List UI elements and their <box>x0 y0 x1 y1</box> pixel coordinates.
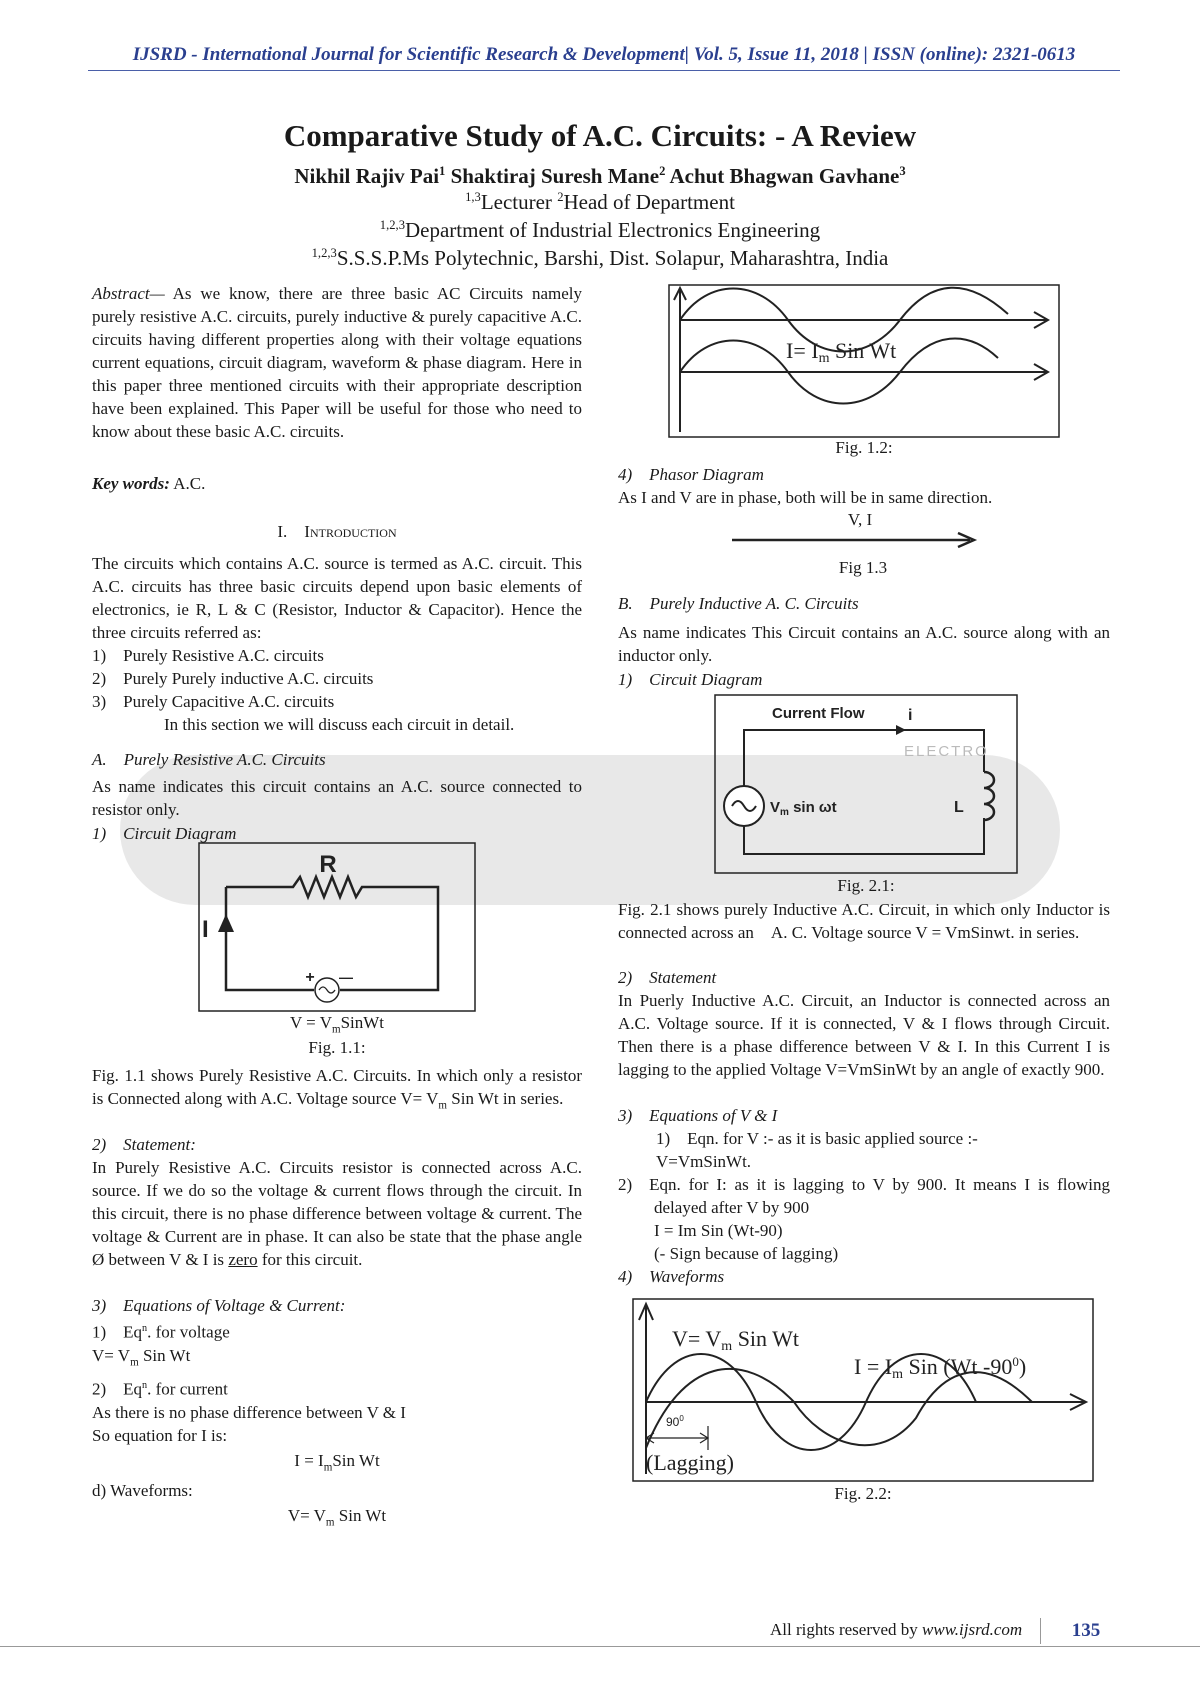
eq2-value: $I = I_mSin$ Wt <box>294 1450 380 1474</box>
fig-2-1-description: Fig. 2.1 shows purely Inductive A.C. Circuit, in which only Inductor is connected across an A. C. Voltage source V = VmSinwt. in series. <box>618 900 1110 942</box>
fig11-eq-b: SinWt <box>340 1013 385 1032</box>
abstract <box>92 282 582 443</box>
fig22-angle-label: $90^0$ <box>666 1414 684 1429</box>
affiliation-3 <box>0 246 1200 271</box>
fig11-desc-sub: m <box>438 1099 448 1112</box>
phasor-text: As I and V are in phase, both will be in same direction. <box>618 488 993 507</box>
section-b-equations-heading: 3) Equations of V & I <box>618 1106 778 1125</box>
fig-2-1-inductive-circuit <box>714 694 1018 874</box>
paper-title: Comparative Study of A.C. Circuits: - A Review <box>283 118 917 153</box>
section-b-statement: In Puerly Inductive A.C. Circuit, an Inductor is connected across an A.C. Voltage source. If it is connected, V & I flows through Circuit. Then there is a phase difference between V & I. In this Current I is lagging to the applied Voltage V=VmSinWt by an angle of exactly 900. <box>618 991 1110 1079</box>
fig-1-1-description <box>92 1064 582 1117</box>
affil2-text: Department of Industrial Electronics Engineering <box>404 218 821 242</box>
section-b-statement-heading: 2) Statement <box>618 968 717 987</box>
phasor-label: V, I <box>847 510 873 529</box>
author-line <box>0 164 1200 189</box>
author-3-sup: 3 <box>899 164 906 178</box>
plus-label: + <box>305 969 315 986</box>
author-3: Achut Bhagwan Gavhane <box>669 164 900 188</box>
statement-a: In Purely Resistive A.C. Circuits resistor is connected across A.C. source. If we do so the voltage & current flows through the circuit. In this circuit, there is no phase difference between voltage & current. The voltage & Current are in phase. It can also be state that the phase angle Ø between V & I is <box>92 1158 582 1269</box>
fig12-label: I= Im Sin Wt <box>786 338 897 366</box>
secb-waveforms-heading: 4) Waveforms <box>618 1267 725 1286</box>
current-i-label: i <box>908 707 913 724</box>
header-rule <box>88 70 1120 71</box>
phasor-heading: 4) Phasor Diagram <box>618 465 764 484</box>
secb-eq1-value: V=VmSinWt. <box>656 1152 752 1171</box>
author-2: Shaktiraj Suresh Mane <box>450 164 660 188</box>
waveforms-label: d) Waveforms: <box>92 1481 193 1501</box>
abstract-text: As we know, there are three basic AC Circuits namely purely resistive A.C. circuits, purely inductive & purely capacitive A.C. circuits having different properties along with their voltage equations current equations, circuit diagram, waveform & phase diagram. Here in this paper three mentioned circuits with their appropriate description have been explained. This Paper will be useful for those who need to know about these basic A.C. circuits. <box>92 284 582 441</box>
eq2-heading: 2) Eq$^n$. for current <box>92 1379 228 1399</box>
affil1-text-b: Head of Department <box>563 190 735 214</box>
fig22-lagging-label: (Lagging) <box>646 1450 734 1475</box>
fig-1-2-waveform <box>668 284 1060 438</box>
wave-value: $V= V_m$ Sin Wt <box>287 1506 387 1529</box>
secb-eq2: 2) Eqn. for I: as it is lagging to V by 900. It means I is flowing delayed after V by 900 <box>618 1175 1110 1217</box>
statement-b: for this circuit. <box>257 1250 363 1269</box>
affil1-text-a: Lecturer <box>480 190 558 214</box>
resistor-label: R <box>319 851 337 878</box>
minus-label: — <box>339 969 353 985</box>
fig-1-3-phasor-arrow <box>730 530 980 550</box>
fig-1-2-caption: Fig. 1.2: <box>835 438 893 457</box>
intro-list-item: 1) Purely Resistive A.C. circuits <box>92 646 324 665</box>
source-label: $V_m$ sin ωt <box>770 799 837 818</box>
author-1: Nikhil Rajiv Pai <box>294 164 440 188</box>
secb-eq1: 1) Eqn. for V :- as it is basic applied source :- <box>656 1129 978 1148</box>
keywords <box>92 472 582 495</box>
fig11-eq-sub: m <box>331 1023 341 1036</box>
fig22-voltage-label: V= Vm Sin Wt <box>672 1326 800 1354</box>
secb-eq2-value: I = Im Sin (Wt-90) <box>654 1221 783 1240</box>
secb-eq2-note: (- Sign because of lagging) <box>654 1244 839 1263</box>
keywords-text: A.C. <box>169 474 206 493</box>
current-label: I <box>202 916 209 943</box>
footer-rights <box>770 1620 1022 1640</box>
intro-after: In this section we will discuss each circuit in detail. <box>164 715 515 734</box>
affil3-sup: 1,2,3 <box>311 246 337 260</box>
fig-2-2-caption: Fig. 2.2: <box>834 1484 892 1503</box>
affiliation-2 <box>0 218 1200 243</box>
journal-header: IJSRD - International Journal for Scientific Research & Development| Vol. 5, Issue 11, 2018 | ISSN (online): 2321-0613 <box>132 44 1076 65</box>
fig-2-2-lagging-waveform <box>632 1298 1094 1482</box>
eq2-text-1: As there is no phase difference between V & I <box>92 1402 406 1422</box>
section-a-text: As name indicates this circuit contains an A.C. source connected to resistor only. <box>92 777 582 819</box>
section-b-heading: B. Purely Inductive A. C. Circuits <box>618 594 859 613</box>
intro-text: The circuits which contains A.C. source is termed as A.C. circuit. This A.C. circuits has three basic circuits depend upon basic elements of electronics, ie R, L & C (Resistor, Inductor & Capacitor). Hence the three circuits referred as: <box>92 554 582 642</box>
current-flow-label: Current Flow <box>772 705 865 722</box>
section-b-equations <box>618 1127 1110 1288</box>
statement-zero: zero <box>228 1250 258 1269</box>
section-a-heading: A. Purely Resistive A.C. Circuits <box>92 750 326 769</box>
author-2-sup: 2 <box>659 164 666 178</box>
page-number: 135 <box>1040 1618 1131 1644</box>
fig11-desc-b: Sin Wt in series. <box>447 1089 564 1108</box>
fig-1-1-equation <box>198 1013 476 1035</box>
affil1-sup-b: 2 <box>557 190 564 204</box>
footer-site-link[interactable]: www.ijsrd.com <box>922 1620 1023 1639</box>
intro-list <box>92 644 582 736</box>
eq1-heading: 1) Eq$^n$. for voltage <box>92 1322 230 1342</box>
fig-1-3-caption: Fig 1.3 <box>838 558 888 577</box>
section-b-circuit-label: 1) Circuit Diagram <box>618 670 763 689</box>
intro-list-item: 3) Purely Capacitive A.C. circuits <box>92 692 335 711</box>
affil2-sup: 1,2,3 <box>379 218 405 232</box>
section-b-text: As name indicates This Circuit contains an A.C. source along with an inductor only. <box>618 623 1110 665</box>
fig22-current-label: I = Im Sin (Wt $-90^0$) <box>854 1354 1027 1382</box>
inductor-label: L <box>954 799 964 816</box>
fig-1-1-caption: Fig. 1.1: <box>308 1038 366 1057</box>
fig-1-1-resistive-circuit <box>198 842 476 1012</box>
equations-block <box>92 1317 582 1534</box>
footer-rights-text: All rights reserved by <box>770 1620 923 1639</box>
eq2-text-2: So equation for I is: <box>92 1425 228 1445</box>
intro-list-item: 2) Purely Purely inductive A.C. circuits <box>92 669 374 688</box>
affil1-sup-a: 1,3 <box>465 190 481 204</box>
fig11-desc-a: Fig. 1.1 shows Purely Resistive A.C. Circuits. In which only a resistor is Connected along with A.C. Voltage source V= V <box>92 1066 582 1108</box>
statement-text <box>92 1156 582 1271</box>
current-arrow-icon <box>218 914 234 932</box>
section-a-circuit-label: 1) Circuit Diagram <box>92 824 237 843</box>
affiliation-1 <box>0 190 1200 215</box>
fig21-watermark-text: ELECTRO <box>904 743 989 760</box>
fig-2-1-caption: Fig. 2.1: <box>837 876 895 895</box>
equations-heading: 3) Equations of Voltage & Current: <box>92 1296 346 1315</box>
affil3-text: S.S.S.P.Ms Polytechnic, Barshi, Dist. Solapur, Maharashtra, India <box>336 246 889 270</box>
statement-heading: 2) Statement: <box>92 1135 196 1154</box>
intro-heading: I. Introduction <box>277 522 397 541</box>
eq1-value: $V= V_m$ Sin Wt <box>92 1345 191 1369</box>
footer-rule <box>0 1646 1200 1647</box>
fig11-eq-a: V = V <box>289 1013 332 1032</box>
author-1-sup: 1 <box>439 164 446 178</box>
keywords-label: Key words: <box>92 474 170 493</box>
inductor-coil-icon <box>984 772 994 820</box>
abstract-label: Abstract— <box>92 284 165 303</box>
